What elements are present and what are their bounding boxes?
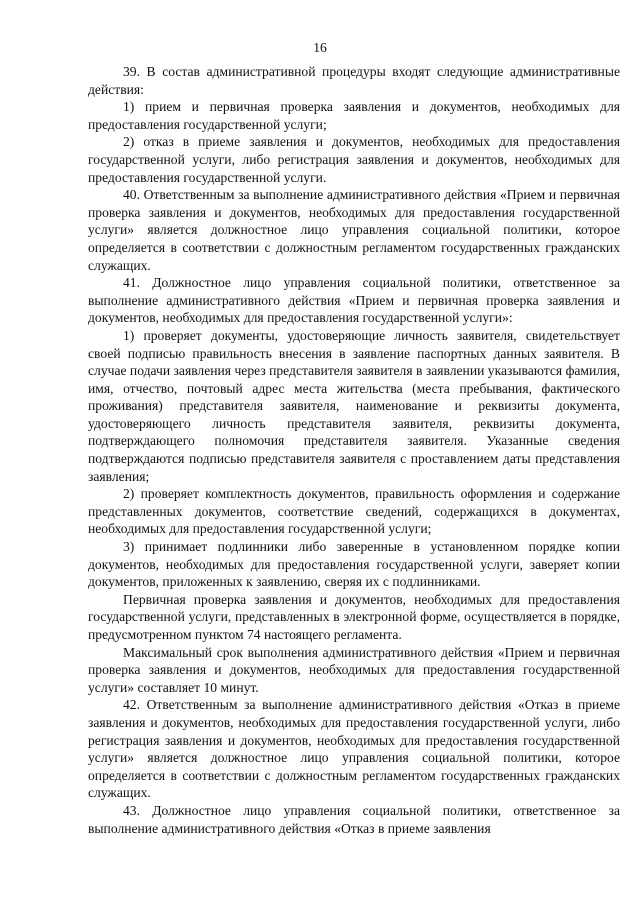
paragraph-41: 41. Должностное лицо управления социальной политики, ответственное за выполнение административного действия «Прием и первичная проверка заявления и документов, необходимых для предоставления государственной услуги»:: [88, 275, 620, 326]
paragraph-39-item-2: 2) отказ в приеме заявления и документов, необходимых для предоставления государственной услуги, либо регистрация заявления и документов, необходимых для предоставления государственной услуги.: [88, 134, 620, 185]
paragraph-41-item-1: 1) проверяет документы, удостоверяющие личность заявителя, свидетельствует своей подписью правильность внесения в заявление паспортных данных заявителя. В случае подачи заявления через представителя заявителя в заявлении указываются фамилия, имя, отчество, почтовый адрес места жительства (места пребывания, фактического проживания) представителя заявителя, наименование и реквизиты документа, удостоверяющего личность представителя заявителя, реквизиты документа, подтверждающего полномочия представителя заявителя. Указанные сведения подтверждаются подписью представителя заявителя с проставлением даты представления заявления;: [88, 327, 620, 484]
page-number: 16: [313, 40, 327, 55]
document-body: [88, 63, 620, 837]
paragraph-42: 42. Ответственным за выполнение административного действия «Отказ в приеме заявления и документов, необходимых для предоставления государственной услуги, либо регистрация заявления и документов, необходимых для предоставления государственной услуги» является должностное лицо управления социальной политики, которое определяется в соответствии с должностным регламентом государственных гражданских служащих.: [88, 697, 620, 801]
paragraph-43: 43. Должностное лицо управления социальной политики, ответственное за выполнение административного действия «Отказ в приеме заявления: [88, 802, 620, 836]
paragraph-max-time: Максимальный срок выполнения административного действия «Прием и первичная проверка заявления и документов, необходимых для предоставления государственной услуги» составляет 10 минут.: [88, 644, 620, 695]
paragraph-electronic-check: Первичная проверка заявления и документов, необходимых для предоставления государственной услуги, представленных в электронной форме, осуществляется в порядке, предусмотренном пунктом 74 настоящего регламента.: [88, 591, 620, 642]
paragraph-39: 39. В состав административной процедуры входят следующие административные действия:: [88, 64, 620, 97]
paragraph-41-item-2: 2) проверяет комплектность документов, правильность оформления и содержание представленных документов, соответствие сведений, содержащихся в документах, необходимых для предоставления государственной услуги;: [88, 486, 620, 537]
paragraph-40: 40. Ответственным за выполнение административного действия «Прием и первичная проверка заявления и документов, необходимых для предоставления государственной услуги» является должностное лицо управления социальной политики, которое определяется в соответствии с должностным регламентом государственных гражданских служащих.: [88, 187, 620, 273]
paragraph-39-item-1: 1) прием и первичная проверка заявления и документов, необходимых для предоставления государственной услуги;: [88, 99, 620, 132]
paragraph-41-item-3: 3) принимает подлинники либо заверенные в установленном порядке копии документов, необходимых для предоставления государственной услуги, заверяет копии документов, приложенных к заявлению, сверяя их с подлинниками.: [88, 539, 620, 590]
